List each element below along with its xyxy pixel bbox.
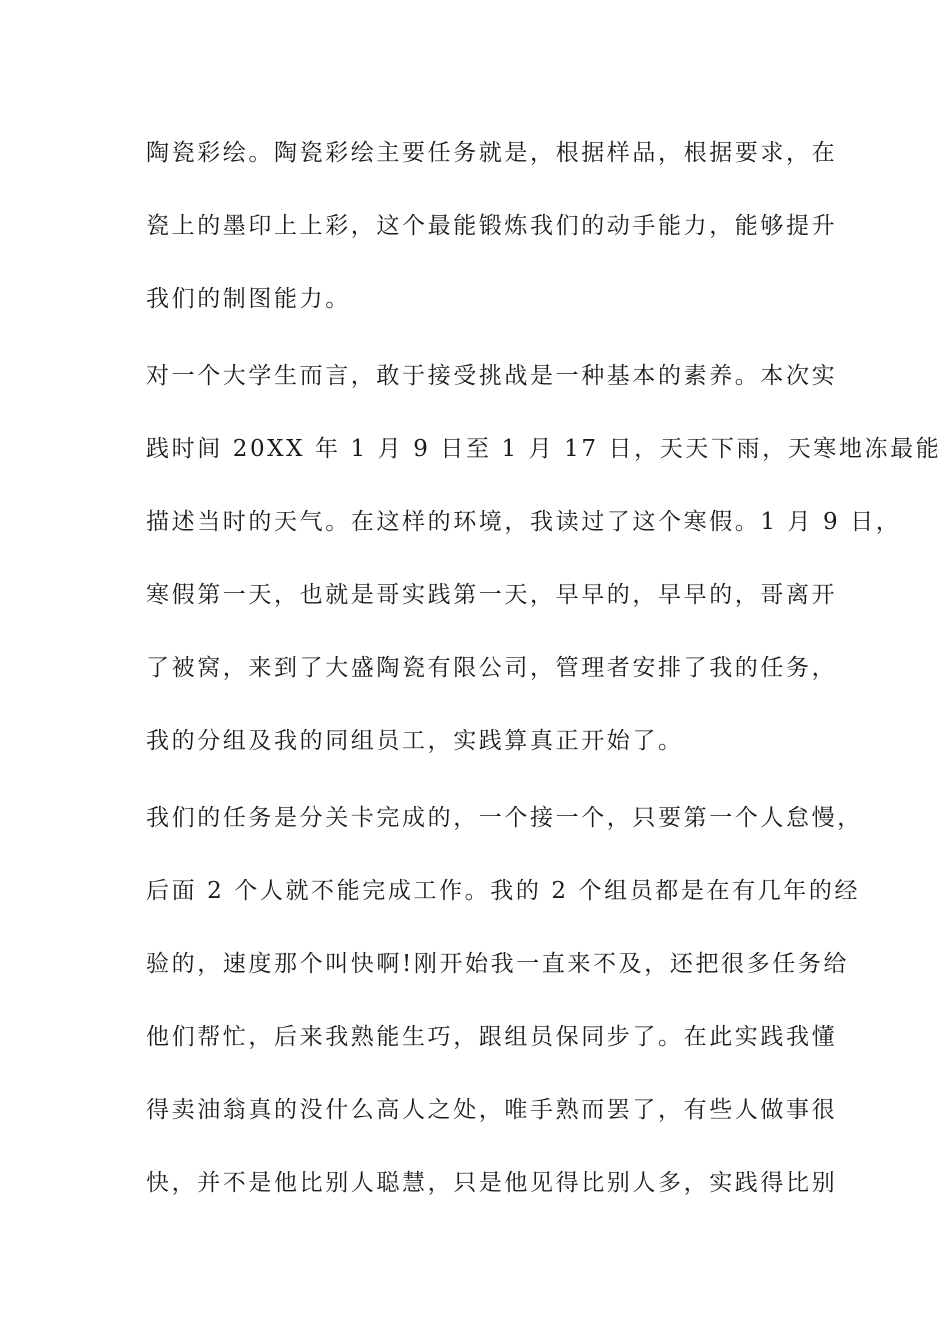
text-line: 瓷上的墨印上上彩，这个最能锻炼我们的动手能力，能够提升 — [146, 213, 838, 239]
text-line: 得卖油翁真的没什么高人之处，唯手熟而罢了，有些人做事很 — [146, 1097, 838, 1123]
text-line: 验的，速度那个叫快啊!刚开始我一直来不及，还把很多任务给 — [146, 951, 850, 977]
text-line: 对一个大学生而言，敢于接受挑战是一种基本的素养。本次实 — [146, 363, 838, 389]
text-line: 我们的制图能力。 — [146, 286, 351, 312]
text-line: 描述当时的天气。在这样的环境，我读过了这个寒假。1 月 9 日， — [146, 509, 902, 535]
text-line: 践时间 20XX 年 1 月 9 日至 1 月 17 日，天天下雨，天寒地冻最能 — [146, 436, 942, 462]
text-line: 快，并不是他比别人聪慧，只是他见得比别人多，实践得比别 — [146, 1170, 838, 1196]
text-line: 他们帮忙，后来我熟能生巧，跟组员保同步了。在此实践我懂 — [146, 1024, 838, 1050]
text-line: 我们的任务是分关卡完成的，一个接一个，只要第一个人怠慢， — [146, 805, 863, 831]
text-line: 了被窝，来到了大盛陶瓷有限公司，管理者安排了我的任务， — [146, 655, 838, 681]
text-line: 寒假第一天，也就是哥实践第一天，早早的，早早的，哥离开 — [146, 582, 838, 608]
text-line: 陶瓷彩绘。陶瓷彩绘主要任务就是，根据样品，根据要求，在 — [146, 140, 838, 166]
text-line: 我的分组及我的同组员工，实践算真正开始了。 — [146, 728, 684, 754]
text-line: 后面 2 个人就不能完成工作。我的 2 个组员都是在有几年的经 — [146, 878, 861, 904]
